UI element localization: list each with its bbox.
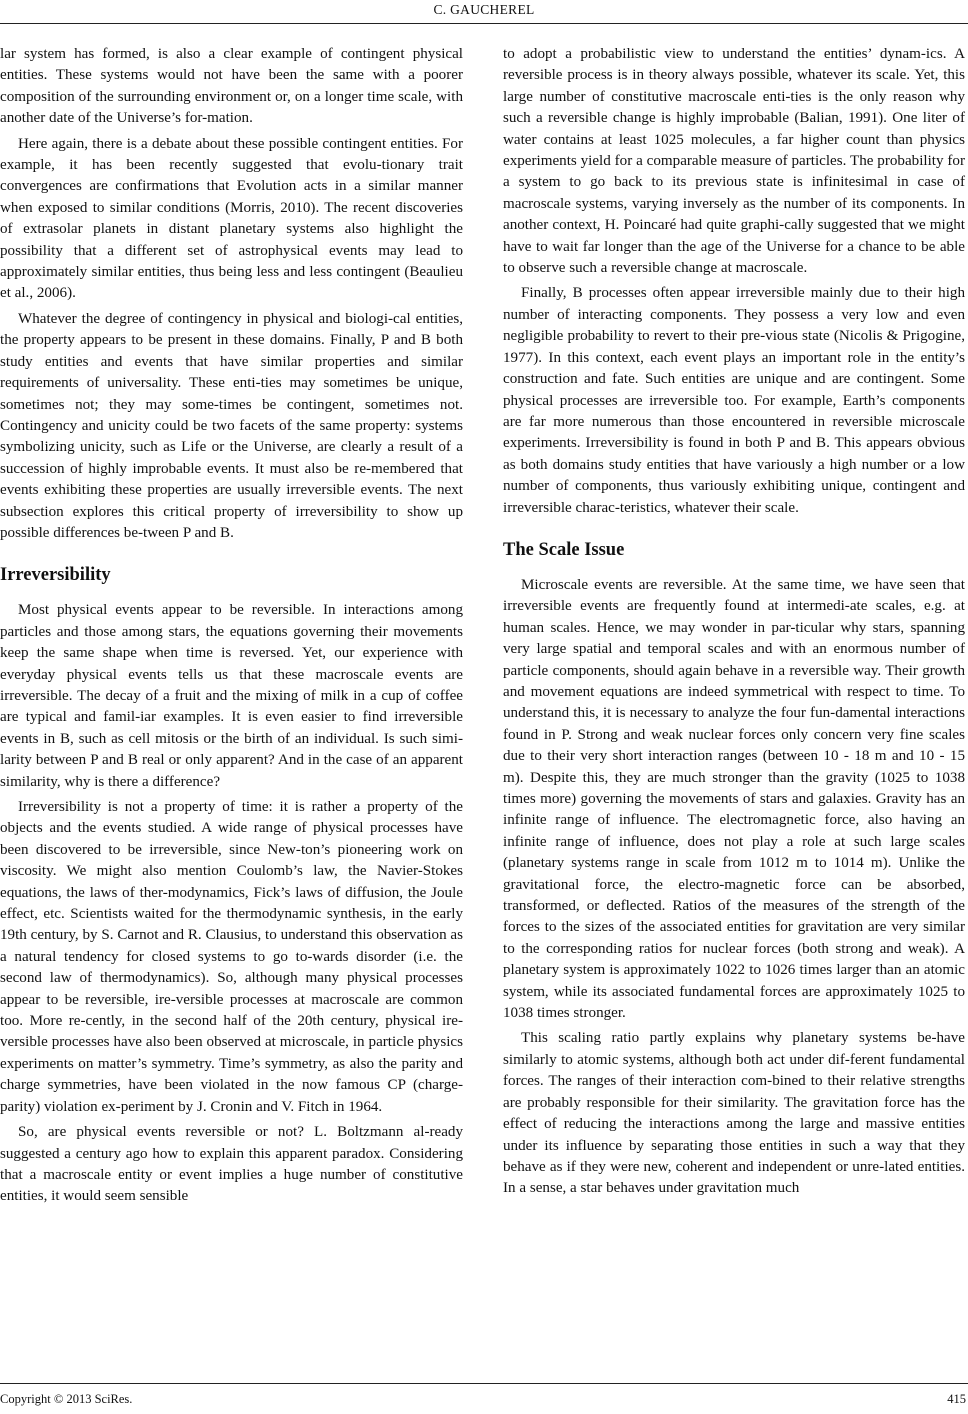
- paragraph: lar system has formed, is also a clear example of contingent physical entities. These systems would not have been the same with a poorer composition of the surrounding environment or, on a longer time scale, with another date of the Universe’s for-mation.: [0, 46, 463, 127]
- footer-divider: [0, 1383, 968, 1384]
- copyright-notice: Copyright © 2013 SciRes.: [0, 1392, 133, 1406]
- header-divider: [0, 23, 968, 24]
- paragraph: This scaling ratio partly explains why planetary systems be-have similarly to atomic systems, although both act under dif-ferent fundamental forces. The ranges of their interaction com-bined to their relative strengths are probably responsible for their similarity. The gravitation force has the effect of reducing the interactions among the large and massive entities under its influence by separating those entities in such a way that they behave as if they were new, coherent and independent or unre-lated entities. In a sense, a star behaves under gravitation much: [503, 1030, 965, 1197]
- paragraph: So, are physical events reversible or not? L. Boltzmann al-ready suggested a century ago how to explain this apparent paradox. Considering that a macroscale entity or event implies a huge number of constitutive entities, it would seem sensible: [0, 1124, 463, 1205]
- paragraph: Microscale events are reversible. At the same time, we have seen that irreversible events are frequently found at intermedi-ate scales, e.g. at human scales. Hence, we may wonder in par-ticular why stars, spanning very large spatial and temporal scales and with an enormous number of particle components, should again behave in a reversible way. Their growth and movement equations are indeed symmetrical with respect to time. To understand this, it is necessary to analyze the four fun-damental interactions found in P. Strong and weak nuclear forces only concern very fine scales due to their very short interaction ranges (between 10 - 18 m and 10 - 15 m). Despite this, they are much stronger than the gravity (1025 to 1038 times more) governing the movements of stars and galaxies. Gravity has an infinite range of influence. The electromagnetic force, also having an infinite range of influence, does not play a role at such large scales (planetary systems range in scale from 1012 m to 1014 m). Unlike the gravitational force, the electro-magnetic force can be absorbed, transformed, or deflected. Ratios of the measures of the strength of the forces to the sizes of the associated entities for gravitation are very similar to the corresponding ratios for nuclear forces (both strong and weak). A planetary system is approximately 1022 to 1026 times larger than an atomic system, while its associated fundamental forces are approximately 1025 to 1038 times stronger.: [503, 576, 965, 1022]
- section-heading-scale-issue: The Scale Issue: [503, 539, 625, 560]
- paragraph: to adopt a probabilistic view to understand the entities’ dynam-ics. A reversible process is in theory always possible, whatever its scale. Yet, this large number of constitutive macroscale enti-ties is the only reason why such a reversible change is highly improbable (Balian, 1991). One liter of water contains at least 1025 molecules, a far higher count than physics experiments yield for a comparable measure of particles. The probability for a system to go back to its previous state is infinitesimal in case of macroscale systems, varying inversely as the number of its components. In another context, H. Poincaré had quite graphi-cally suggested that we might have to wait far longer than the age of the Universe for a chance to be able to observe such a reversible change at macroscale.: [503, 46, 965, 277]
- right-column: [503, 44, 965, 1200]
- paragraph: Here again, there is a debate about these possible contingent entities. For example, it has been recently suggested that evolu-tionary trait convergences are confirmations that Evolution acts in a similar manner when exposed to similar conditions (Morris, 2010). The recent discoveries of extrasolar planets in distant planetary systems also highlight the possibility that a different set of astrophysical events may lead to approximately similar entities, thus being less and less contingent (Beaulieu et al., 2006).: [0, 135, 463, 302]
- paragraph: Most physical events appear to be reversible. In interactions among particles and those among stars, the equations governing their movements keep the same shape when time is reversed. Yet, our experience with everyday physical events tells us that these macroscale events are irreversible. The decay of a fruit and the mixing of milk in a cup of coffee are typical and famil-iar examples. It is even easier to find irreversible events in B, such as cell mitosis or the birth of an individual. Is such simi-larity between P and B real or only apparent? And in the case of an apparent similarity, why is there a difference?: [0, 602, 463, 790]
- running-header: C. GAUCHEREL: [433, 2, 535, 17]
- page-number: 415: [947, 1392, 966, 1406]
- left-column: [0, 44, 463, 1208]
- paragraph: Finally, B processes often appear irreversible mainly due to their high number of interacting components. They possess a very low and even negligible probability to revert to their pre-vious state (Nicolis & Prigogine, 1977). In this context, each event plays an important role in the entity’s construction and fate. Such entities are unique and are contingent. Some physical processes are irreversible too. For example, Earth’s components are far more numerous than those encountered in reversible microscale experiments. Irreversibility is found in both P and B. This appears obvious as both domains study entities that have variously a high number or a low number of components, thus variously exhibiting unique, contingent and irreversible charac-teristics, whatever their scale.: [503, 285, 965, 516]
- paragraph: Irreversibility is not a property of time: it is rather a property of the objects and the events studied. A wide range of physical processes have been discovered to be irreversible, since New-ton’s pioneering work on viscosity. We might also mention Coulomb’s law, the Navier-Stokes equations, the laws of ther-modynamics, Fick’s laws of diffusion, the Joule effect, etc. Scientists waited for the thermodynamic synthesis, in the early 19th century, by S. Carnot and R. Clausius, to understand this observation as a natural tendency for closed systems to go to-wards disorder (i.e. the second law of thermodynamics). So, although many physical processes appear to be reversible, ire-versible processes at macroscale are common too. More re-cently, in the second half of the 20th century, physical ire-versible processes have also been observed at microscale, in particle physics experiments on matter’s symmetry. Time’s symmetry, as also the parity and charge symmetries, have been violated in the now famous CP (charge-parity) violation ex-periment by J. Cronin and V. Fitch in 1964.: [0, 799, 463, 1115]
- section-heading-irreversibility: Irreversibility: [0, 565, 111, 586]
- paragraph: Whatever the degree of contingency in physical and biologi-cal entities, the property appears to be present in these domains. Finally, P and B both study entities and events that have similar properties and similar requirements of universality. These enti-ties may sometimes be unique, sometimes not; they may some-times be contingent, sometimes not. Contingency and unicity could be two facets of the same property: systems symbolizing unicity, such as Life or the Universe, are clearly a result of a succession of highly improbable events. It must also be re-membered that events exhibiting these properties are usually irreversible events. The next subsection explores this critical property of irreversibility to show up possible differences be-tween P and B.: [0, 310, 463, 541]
